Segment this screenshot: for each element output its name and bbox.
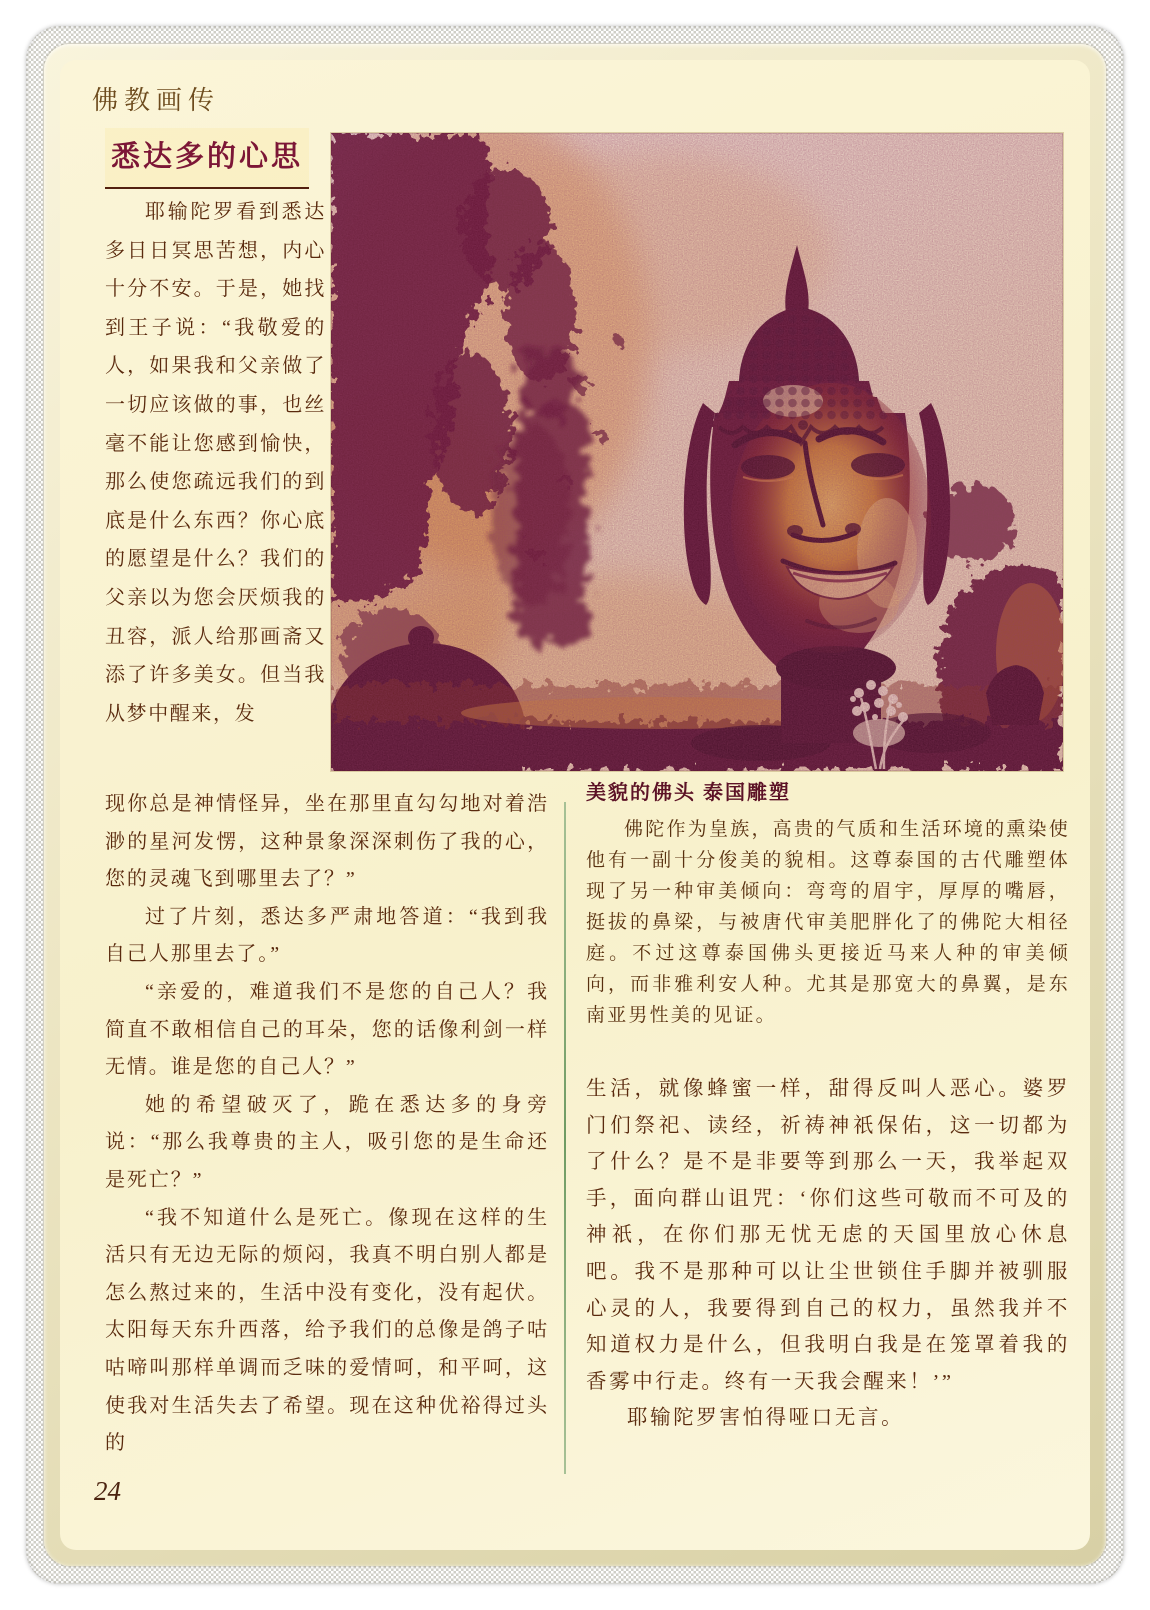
- book-header: 佛教画传: [92, 86, 221, 115]
- right-column-text: [586, 1071, 1070, 1437]
- buddha-photo-illustration: [331, 133, 1063, 771]
- paragraph: “亲爱的，难道我们不是您的自己人？我简直不敢相信自己的耳朵，您的话像利剑一样无情。谁是您的自己人？”: [105, 980, 549, 1079]
- section-title: 悉达多的心思: [110, 141, 303, 173]
- buddha-photo: [330, 132, 1064, 772]
- right-column: [586, 776, 1070, 1437]
- paragraph: “我不知道什么是死亡。像现在这样的生活只有无边无际的烦闷，我真不明白别人都是怎么熬过来的，生活中没有变化，没有起伏。太阳每天东升西落，给予我们的总像是鸽子咕咕啼叫那样单调而乏味的爱情呵，和平呵，这使我对生活失去了希望。现在这种优裕得过头的: [105, 1206, 549, 1455]
- magazine-page: [60, 60, 1090, 1550]
- left-column-top-text: 耶输陀罗看到悉达多日日冥思苦想，内心十分不安。于是，她找到王子说：“我敬爱的人，如果我和父亲做了一切应该做的事，也丝毫不能让您感到愉快，那么使您疏远我们的到底是什么东西？你心底的愿望是什么？我们的父亲以为您会厌烦我的丑容，派人给那画斋又添了许多美女。但当我从梦中醒来，发: [105, 201, 326, 725]
- left-column-bottom-text: [105, 786, 549, 1463]
- paragraph: 现你总是神情怪异，坐在那里直勾勾地对着浩渺的星河发愣，这种景象深深刺伤了我的心，您的灵魂飞到哪里去了？”: [105, 793, 549, 891]
- paragraph: 她的希望破灭了，跪在悉达多的身旁说：“那么我尊贵的主人，吸引您的是生命还是死亡？”: [105, 1093, 549, 1191]
- paragraph: 过了片刻，悉达多严肃地答道：“我到我自己人那里去了。”: [105, 905, 549, 966]
- photo-caption-body: 佛陀作为皇族，高贵的气质和生活环境的熏染使他有一副十分俊美的貌相。这尊泰国的古代雕塑体现了另一种审美倾向：弯弯的眉宇，厚厚的嘴唇，挺拔的鼻梁，与被唐代审美肥胖化了的佛陀大相径庭。不过这尊泰国佛头更接近马来人种的审美倾向，而非雅利安人种。尤其是那宽大的鼻翼，是东南亚男性美的见证。: [586, 819, 1070, 1026]
- section-title-block: [105, 128, 309, 189]
- paragraph: 生活，就像蜂蜜一样，甜得反叫人恶心。婆罗门们祭祀、读经，祈祷神祇保佑，这一切都为了什么？是不是非要等到那么一天，我举起双手，面向群山诅咒：‘你们这些可敬而不可及的神祇，在你们那无忧无虑的天国里放心休息吧。我不是那种可以让尘世锁住手脚并被驯服心灵的人，我要得到自己的权力，虽然我并不知道权力是什么，但我明白我是在笼罩着我的香雾中行走。终有一天我会醒来！’”: [586, 1078, 1070, 1393]
- column-divider: [564, 802, 566, 1474]
- paragraph: 耶输陀罗害怕得哑口无言。: [627, 1407, 905, 1430]
- photo-caption-title: 美貌的佛头 泰国雕塑: [586, 782, 791, 804]
- page-number: 24: [94, 1476, 121, 1506]
